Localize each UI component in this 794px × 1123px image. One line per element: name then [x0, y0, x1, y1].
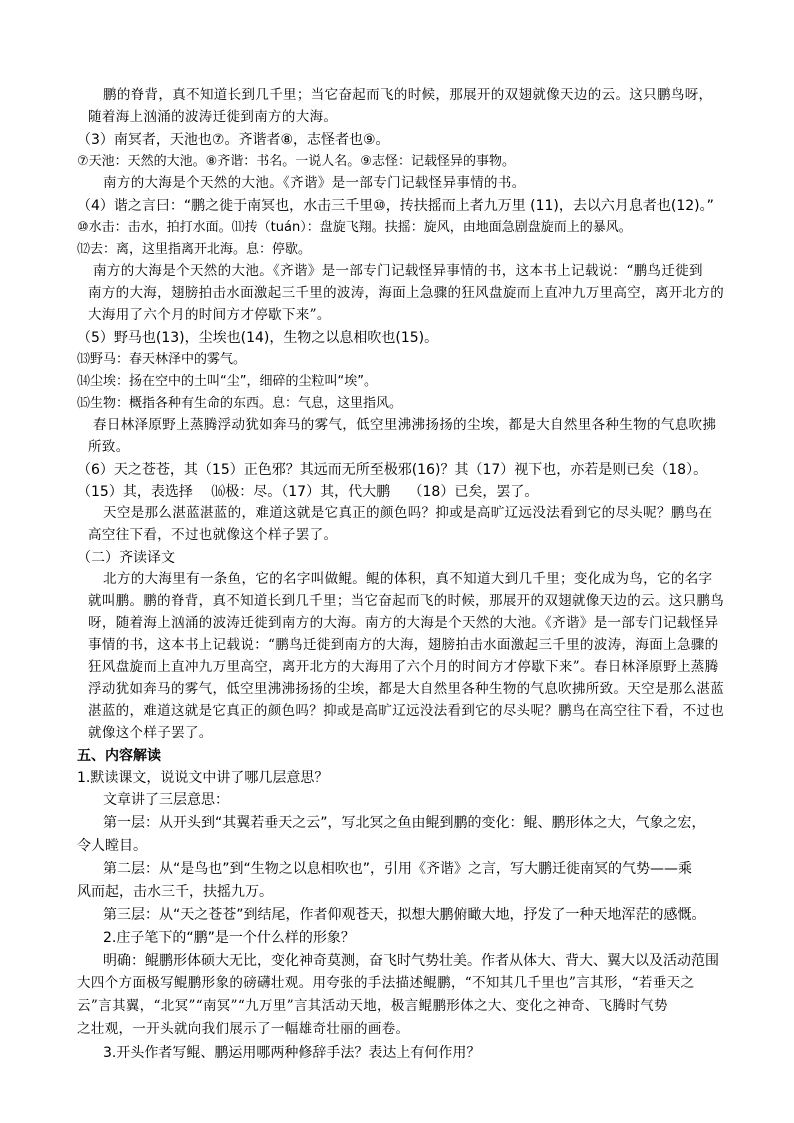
text-line: 文章讲了三层意思： — [103, 792, 229, 808]
text-line: ⒀野马：春天林泽中的雾气。 — [77, 352, 247, 367]
text-line: ⑿去：离，这里指离开北海。息：停歇。 — [77, 242, 312, 257]
text-line: （6）天之苍苍，其（15）正色邪？其远而无所至极邪(16)？其（17）视下也，亦若是则已矣（18）。 — [77, 462, 708, 478]
text-line: 就叫鹏。鹏的脊背，真不知道长到几千里；当它奋起而飞的时候，那展开的双翅就像天边的云。这只鹏鸟 — [88, 593, 725, 609]
text-line: 令人瞠目。 — [77, 838, 147, 854]
text-line: 狂风盘旋而上直冲九万里高空，离开北方的大海用了六个月的时间方才停歇下来”。春日林泽原野上蒸腾 — [88, 659, 719, 675]
text-line: 之壮观，一开头就向我们展示了一幅雄奇壮丽的画卷。 — [77, 1021, 410, 1037]
text-line: 春日林泽原野上蒸腾浮动犹如奔马的雾气，低空里沸沸扬扬的尘埃，都是大自然里各种生物的气息吹拂 — [93, 417, 717, 433]
text-line: 第一层：从开头到“其翼若垂天之云”，写北冥之鱼由鲲到鹏的变化：鲲、鹏形体之大，气象之宏， — [103, 815, 706, 831]
text-line: 云”言其翼，“北冥”“南冥”“九万里”言其活动天地，极言鲲鹏形体之大、变化之神奇、飞腾时气势 — [77, 998, 668, 1014]
text-line: 第二层：从“是鸟也”到“生物之以息相吹也”，引用《齐谐》之言，写大鹏迁徙南冥的气势——乘 — [103, 861, 693, 877]
text-line: 鹏的脊背，真不知道长到几千里；当它奋起而飞的时候，那展开的双翅就像天边的云。这只鹏鸟呀， — [103, 87, 713, 103]
text-line: ⒁尘埃：扬在空中的土叫“尘”，细碎的尘粒叫“埃”。 — [77, 374, 377, 389]
text-line: 大海用了六个月的时间方才停歇下来”。 — [88, 307, 331, 323]
text-line: 2.庄子笔下的“鹏”是一个什么样的形象？ — [103, 930, 355, 946]
text-line: 南方的大海是个天然的大池。《齐谐》是一部专门记载怪异事情的书。 — [103, 175, 526, 191]
text-line: 高空往下看，不过也就像这个样子罢了。 — [88, 527, 338, 543]
text-line: 北方的大海里有一条鱼，它的名字叫做鲲。鲲的体积，真不知道大到几千里；变化成为鸟，它的名字 — [103, 571, 713, 587]
text-line: 湛蓝的，难道这就是它真正的颜色吗？抑或是高旷辽远没法看到它的尽头呢？鹏鸟在高空往下看，不过也 — [88, 703, 725, 719]
text-line: 大四个方面极写鲲鹏形象的磅礴壮观。用夸张的手法描述鲲鹏，“不知其几千里也”言其形，“若垂天之 — [77, 975, 695, 991]
text-line: 南方的大海，翅膀拍击水面激起三千里的波涛，海面上急骤的狂风盘旋而上直冲九万里高空，离开北方的 — [88, 285, 725, 301]
text-line: 浮动犹如奔马的雾气，低空里沸沸扬扬的尘埃，都是大自然里各种生物的气息吹拂所致。天空是那么湛蓝 — [88, 681, 725, 697]
text-line: 就像这个样子罢了。 — [88, 725, 213, 741]
text-line: （5）野马也(13)，尘埃也(14)，生物之以息相吹也(15)。 — [77, 330, 439, 346]
text-line: 明确：鲲鹏形体硕大无比，变化神奇莫测，奋飞时气势壮美。作者从体大、背大、翼大以及活动范围 — [103, 953, 719, 969]
text-line: 呀，随着海上汹涌的波涛迁徙到南方的大海。南方的大海是个天然的大池。《齐谐》是一部专门记载怪异 — [88, 615, 719, 631]
text-line: （4）谐之言曰：“鹏之徙于南冥也，水击三千里⑩，抟扶摇而上者九万里 (11)，去以六月息者也(12)。” — [77, 198, 714, 214]
text-line: 所致。 — [88, 439, 130, 455]
text-line: 风而起，击水三千，扶摇九万。 — [77, 884, 273, 900]
text-line: ⑩水击：击水，拍打水面。⑾抟（tuán）：盘旋飞翔。扶摇：旋风，由地面急剧盘旋而上的暴风。 — [77, 220, 632, 235]
text-line: 天空是那么湛蓝湛蓝的，难道这就是它真正的颜色吗？抑或是高旷辽远没法看到它的尽头呢？鹏鸟在 — [103, 505, 713, 521]
text-line: 第三层：从“天之苍苍”到结尾，作者仰观苍天，拟想大鹏俯瞰大地，抒发了一种天地浑茫的感慨。 — [103, 907, 706, 923]
text-line: ⑦天池：天然的大池。⑧齐谐：书名。一说人名。⑨志怪：记载怪异的事物。 — [77, 154, 515, 169]
text-line: ⒂生物：概指各种有生命的东西。息：气息，这里指风。 — [77, 396, 403, 411]
text-line: 3.开头作者写鲲、鹏运用哪两种修辞手法？表达上有何作用？ — [103, 1045, 481, 1061]
text-line: 事情的书，这本书上记载说：“鹏鸟迁徙到南方的大海，翅膀拍击水面激起三千里的波涛，海面上急骤的 — [88, 637, 719, 653]
text-line: （15）其，表选择 ⒃极：尽。（17）其，代大鹏 （18）已矣，罢了。 — [77, 484, 539, 500]
text-line: （二）齐读译文 — [77, 550, 175, 566]
text-line: 1.默读课文，说说文中讲了哪几层意思？ — [77, 770, 329, 786]
text-line: 五、内容解读 — [77, 748, 161, 764]
text-line: 南方的大海是个天然的大池。《齐谐》是一部专门记载怪异事情的书，这本书上记载说：“鹏鸟迁徙到 — [93, 263, 703, 279]
text-line: （3）南冥者，天池也⑦。齐谐者⑧，志怪者也⑨。 — [77, 132, 390, 148]
text-line: 随着海上汹涌的波涛迁徙到南方的大海。 — [88, 109, 338, 125]
